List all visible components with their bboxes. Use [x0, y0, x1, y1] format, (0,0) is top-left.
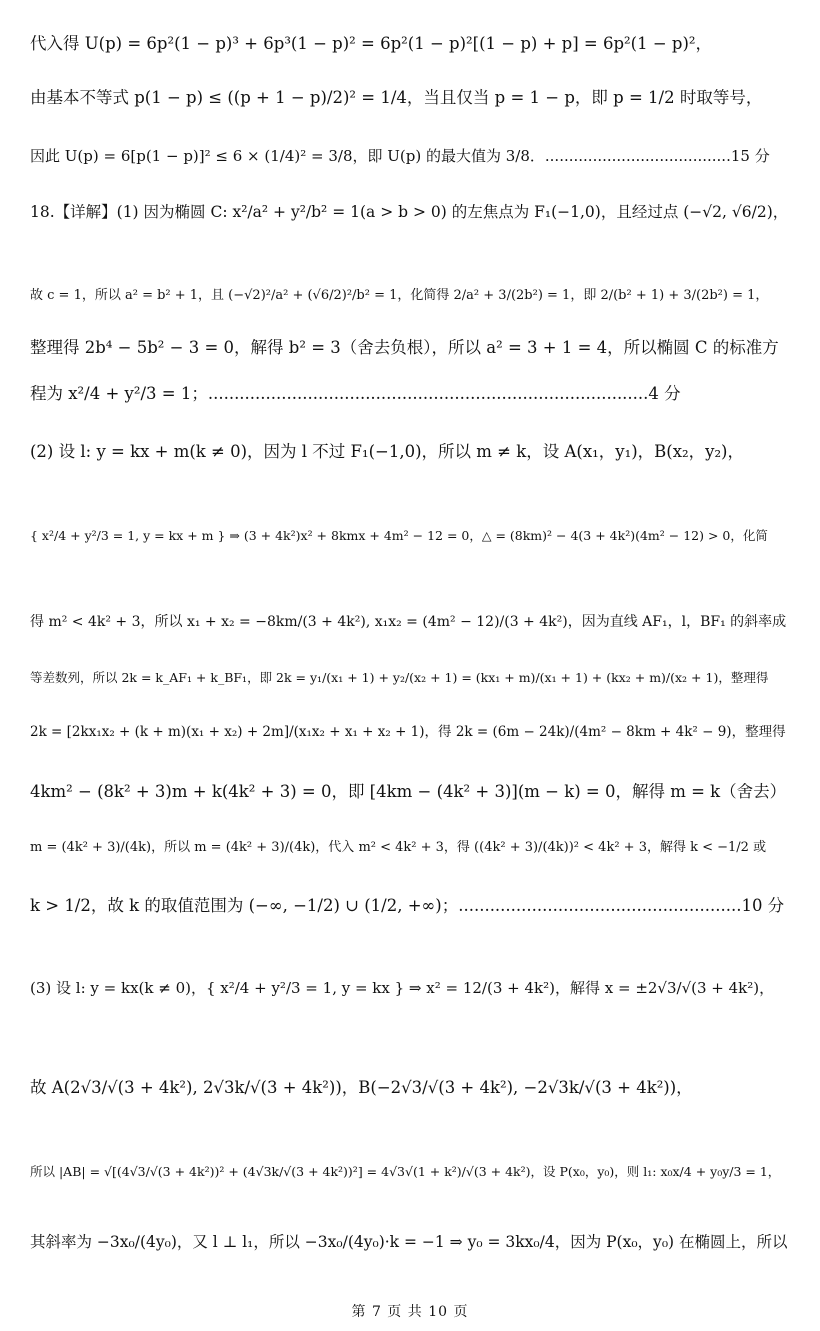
text-line-19: 其斜率为 −3x₀/(4y₀)，又 l ⊥ l₁，所以 −3x₀/(4y₀)·k = −1 ⇒ y₀ = 3kx₀/4，因为 P(x₀，y₀) 在椭圆上，所以 — [30, 1233, 788, 1251]
text-line-17: 故 A(2√3/√(3 + 4k²), 2√3k/√(3 + 4k²))，B(−2√3/√(3 + 4k²), −2√3k/√(3 + 4k²))， — [30, 1078, 693, 1097]
text-line-9: { x²/4 + y²/3 = 1, y = kx + m } ⇒ (3 + 4k²)x² + 8kmx + 4m² − 12 = 0，△ = (8km)² − 4(3 + 4k²)(4m² − 12) > 0，化简 — [30, 528, 768, 543]
text-line-12: 2k = [2kx₁x₂ + (k + m)(x₁ + x₂) + 2m]/(x₁x₂ + x₁ + x₂ + 1)，得 2k = (6m − 24k)/(4m² − 8km + 4k² − 9)，整理得 — [30, 724, 786, 740]
text-line-4: 18.【详解】(1) 因为椭圆 C: x²/a² + y²/b² = 1(a > b > 0) 的左焦点为 F₁(−1,0)，且经过点 (−√2, √6/2)， — [30, 203, 789, 221]
text-line-14: m = (4k² + 3)/(4k)，所以 m = (4k² + 3)/(4k)，代入 m² < 4k² + 3，得 ((4k² + 3)/(4k))² < 4k² + 3，解得 k < −1/2 或 — [30, 840, 767, 855]
text-line-11: 等差数列，所以 2k = k_AF₁ + k_BF₁，即 2k = y₁/(x₁ + 1) + y₂/(x₂ + 1) = (kx₁ + m)/(x₁ + 1) + (kx₂ + m)/(x₂ + 1)，整理得 — [30, 670, 769, 685]
page-footer: 第 7 页 共 10 页 — [351, 1304, 469, 1320]
text-line-18: 所以 |AB| = √[(4√3/√(3 + 4k²))² + (4√3k/√(3 + 4k²))²] = 4√3√(1 + k²)/√(3 + 4k²)，设 P(x₀，y₀)，则 l₁: x₀x/4 + y₀y/3 = 1， — [30, 1164, 781, 1179]
text-line-2: 由基本不等式 p(1 − p) ≤ ((p + 1 − p)/2)² = 1/4，当且仅当 p = 1 − p，即 p = 1/2 时取等号， — [30, 88, 763, 107]
text-line-15: k > 1/2，故 k 的取值范围为 (−∞, −1/2) ∪ (1/2, +∞)；......................................................10 分 — [30, 896, 785, 915]
text-line-3: 因此 U(p) = 6[p(1 − p)]² ≤ 6 × (1/4)² = 3/8，即 U(p) 的最大值为 3/8．.......................................15 分 — [30, 147, 770, 165]
text-line-7: 程为 x²/4 + y²/3 = 1；....................................................................................4 分 — [30, 384, 681, 403]
text-line-13: 4km² − (8k² + 3)m + k(4k² + 3) = 0，即 [4km − (4k² + 3)](m − k) = 0，解得 m = k（舍去） — [30, 782, 787, 801]
text-line-6: 整理得 2b⁴ − 5b² − 3 = 0，解得 b² = 3（舍去负根），所以 a² = 3 + 1 = 4，所以椭圆 C 的标准方 — [30, 338, 779, 357]
text-line-1: 代入得 U(p) = 6p²(1 − p)³ + 6p³(1 − p)² = 6p²(1 − p)²[(1 − p) + p] = 6p²(1 − p)²， — [30, 34, 713, 53]
text-line-16: (3) 设 l: y = kx(k ≠ 0)，{ x²/4 + y²/3 = 1, y = kx } ⇒ x² = 12/(3 + 4k²)，解得 x = ±2√3/√(3 + 4k²)， — [30, 979, 775, 997]
text-line-10: 得 m² < 4k² + 3，所以 x₁ + x₂ = −8km/(3 + 4k²), x₁x₂ = (4m² − 12)/(3 + 4k²)，因为直线 AF₁，l，BF₁ 的斜率成 — [30, 614, 787, 630]
text-line-5: 故 c = 1，所以 a² = b² + 1，且 (−√2)²/a² + (√6/2)²/b² = 1，化简得 2/a² + 3/(2b²) = 1，即 2/(b² + 1) + 3/(2b²) = 1， — [30, 288, 769, 303]
text-line-8: (2) 设 l: y = kx + m(k ≠ 0)，因为 l 不过 F₁(−1,0)，所以 m ≠ k，设 A(x₁，y₁)，B(x₂，y₂)， — [30, 442, 744, 461]
